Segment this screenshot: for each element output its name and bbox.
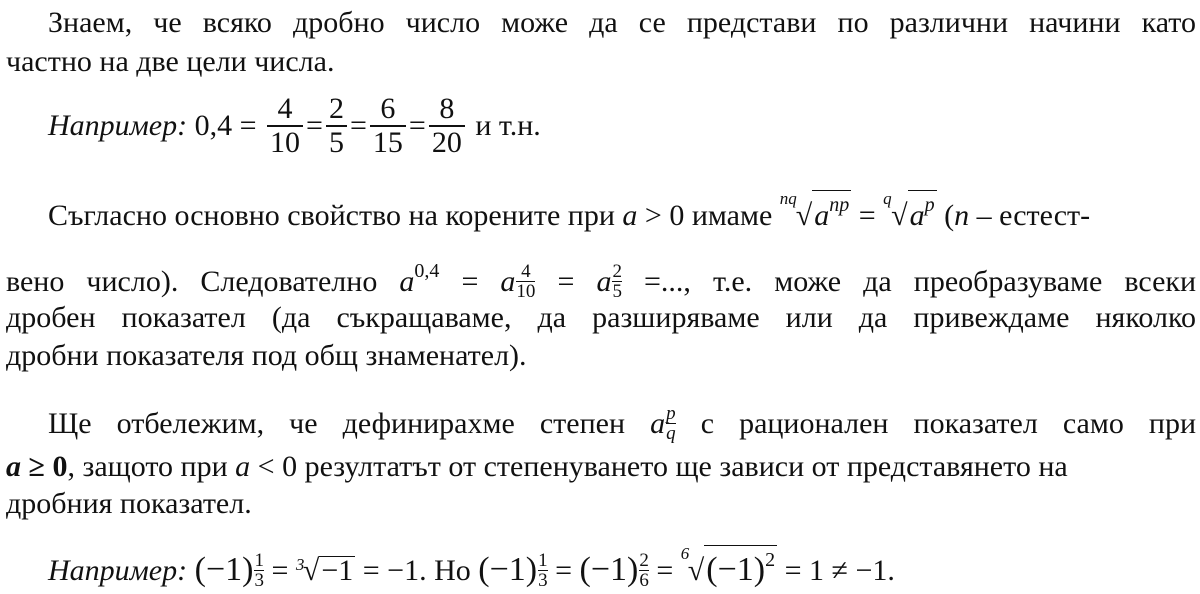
- example1-line: Например: 0,4 = $\frac{4}{10}$ = $\frac{2}{5}$ = $\frac{6}{15}$ = $\frac{8}{20}$ и т.н.: [48, 86, 1200, 162]
- power-expression: $a^{0,4} = a$ $\frac{4}{10}$ = a $\frac{2}{5}$ =...,: [399, 260, 691, 302]
- para1-line2: частно на две цели числа.: [6, 45, 335, 78]
- example2-line: Например: (−1) $\frac{1}{3}$ = 3 √−1 = −1. Но (−1) $\frac{1}{3}$ = (−1) $\frac{2}{6}$ = 6 $√(-1)^2 = 1 \ne -1$.: [48, 544, 895, 591]
- root-nq-a-np: nq $√a^{np}$: [779, 189, 850, 232]
- root-q-a-p: q $√a^p$: [883, 189, 935, 232]
- para2-line3: дробен показател (да съкращаваме, да разширяваме или да привеждаме няколко: [6, 301, 1196, 334]
- example-label: Например:: [48, 554, 188, 587]
- para2-line4: дробни показателя под общ знаменател).: [6, 339, 527, 372]
- fraction-8-20: $\frac{8}{20}$: [429, 93, 465, 159]
- expr-minus1-pow-2-6: (−1) $\frac{2}{6}$: [579, 550, 649, 591]
- para2-line1: Съгласно основно свойство на корените при a > 0 имаме nq $√a^{np}$ = q $√a^p$ (n – естест-: [48, 189, 1091, 232]
- fraction-6-15: $\frac{6}{15}$: [370, 93, 406, 159]
- para1-line1: Знаем, че всяко дробно число може да се представи по различни начини като: [48, 6, 1196, 39]
- para3-line3: дробния показател.: [6, 487, 252, 520]
- para2-line2: вено число). Следователно $a^{0,4} = a$ $\frac{4}{10}$ = a $\frac{2}{5}$ =..., т.е. може да преобразуваме всеки: [6, 260, 1197, 302]
- fraction-2-5: $\frac{2}{5}$: [326, 93, 347, 159]
- fraction-4-10: $\frac{4}{10}$: [267, 93, 303, 159]
- example1-tail: и т.н.: [475, 109, 541, 143]
- example-label: Например:: [48, 109, 188, 143]
- para3-line2: a ≥ 0, защото при a < 0 резултатът от степенуването ще зависи от представянето на: [6, 450, 1068, 483]
- power-a-p-over-q: a $\frac{p}{q}$: [650, 403, 676, 444]
- expr-minus1-pow-1-3: (−1) $\frac{1}{3}$: [194, 550, 264, 591]
- para3-line1: Ще отбележим, че дефинирахме степен a $\frac{p}{q}$ с рационален показател само при: [48, 403, 1197, 444]
- example1-lhs: 0,4 =: [194, 109, 257, 143]
- cube-root-minus1: 3 √−1: [295, 554, 354, 587]
- expr-minus1-pow-1-3-b: (−1) $\frac{1}{3}$: [478, 550, 548, 591]
- sixth-root-expression: 6 $√(-1)^2$: [680, 544, 776, 588]
